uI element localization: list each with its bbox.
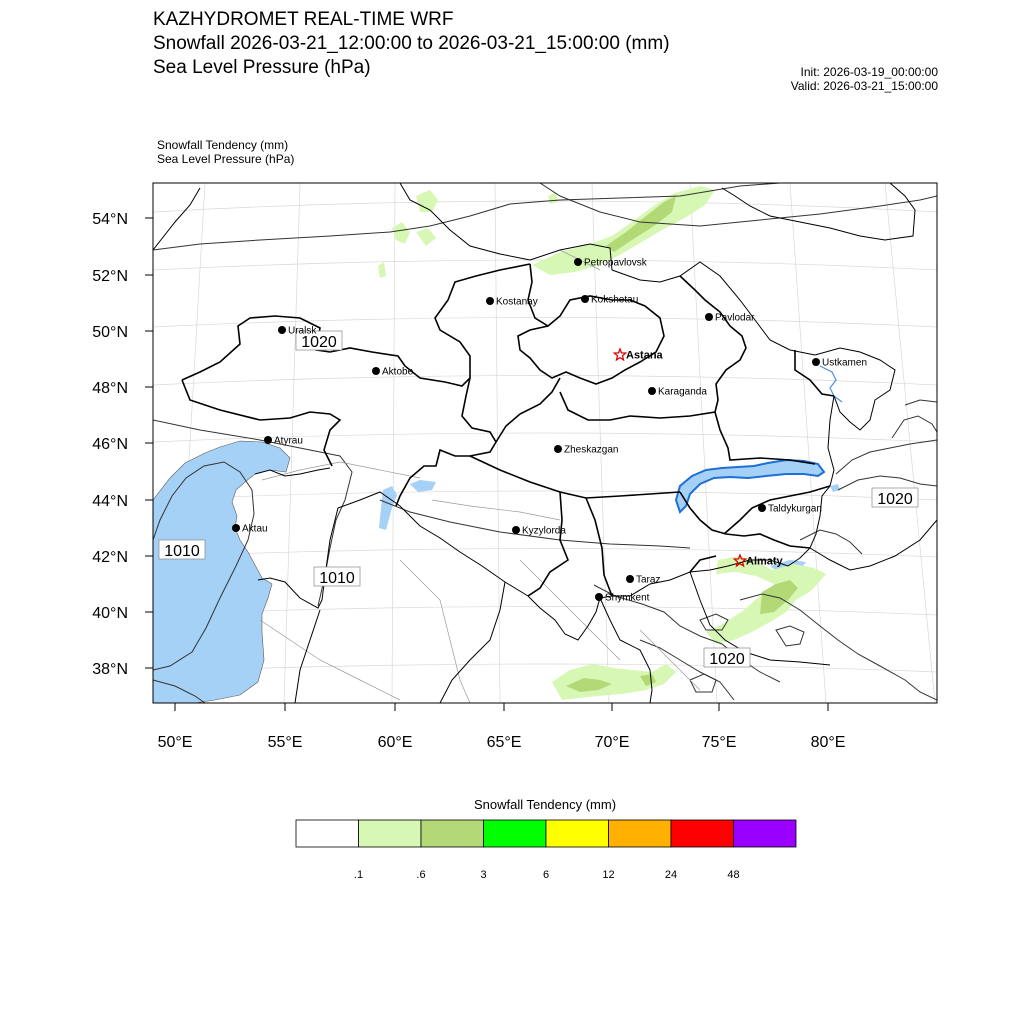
- lon-label: 70°E: [594, 734, 630, 751]
- city-kostanay: [486, 297, 538, 308]
- city-label: Atyrau: [274, 435, 303, 447]
- city-dot-icon: [705, 313, 713, 321]
- lat-label: 48°N: [92, 380, 128, 397]
- map-subtitle: Snowfall 2026-03-21_12:00:00 to 2026-03-21_15:00:00 (mm): [153, 33, 670, 54]
- colorbar-swatch: [671, 820, 734, 847]
- city-petropavlovsk: [574, 258, 648, 269]
- lon-labels: [158, 734, 846, 751]
- isobar-label: [159, 540, 205, 560]
- init-time: Init: 2026-03-19_00:00:00: [800, 65, 938, 79]
- capital-star-icon: [614, 349, 625, 360]
- lon-label: 50°E: [157, 734, 193, 751]
- colorbar-swatch: [296, 820, 359, 847]
- lat-label: 44°N: [92, 493, 128, 510]
- colorbar-tick-label: 3: [480, 869, 487, 881]
- city-ustkamen: [812, 358, 867, 369]
- city-label: Taraz: [636, 574, 661, 586]
- lat-label: 54°N: [92, 211, 128, 228]
- lat-label: 42°N: [92, 549, 128, 566]
- city-label: Aktau: [242, 523, 268, 535]
- colorbar: [296, 820, 796, 881]
- city-zheskazgan: [554, 445, 618, 456]
- city-dot-icon: [595, 593, 603, 601]
- city-taraz: [626, 575, 660, 586]
- lake-alakol: [830, 484, 840, 492]
- city-aktobe: [372, 367, 414, 378]
- city-dot-icon: [574, 258, 582, 266]
- city-dot-icon: [264, 436, 272, 444]
- city-label: Zheskazgan: [564, 444, 619, 456]
- field-label-snowfall: Snowfall Tendency (mm): [157, 138, 289, 152]
- colorbar-tick-label: 24: [664, 869, 678, 881]
- colorbar-swatch: [734, 820, 797, 847]
- city-label: Astana: [626, 349, 663, 362]
- city-label: Shymkent: [605, 592, 650, 604]
- lat-label: 52°N: [92, 268, 128, 285]
- city-dot-icon: [372, 367, 380, 375]
- city-dot-icon: [626, 575, 634, 583]
- city-label: Pavlodar: [715, 312, 755, 324]
- colorbar-tick-label: 12: [602, 869, 615, 881]
- city-karaganda: [648, 387, 707, 398]
- city-dot-icon: [758, 504, 766, 512]
- city-dot-icon: [278, 326, 286, 334]
- field-label-pressure: Sea Level Pressure (hPa): [157, 152, 295, 166]
- lon-label: 65°E: [486, 734, 522, 751]
- colorbar-swatch: [484, 820, 547, 847]
- city-dot-icon: [486, 297, 494, 305]
- lat-label: 50°N: [92, 324, 128, 341]
- lon-label: 75°E: [701, 734, 737, 751]
- city-shymkent: [595, 593, 650, 604]
- svg-text:1010: 1010: [319, 570, 355, 587]
- city-dot-icon: [581, 295, 589, 303]
- city-label: Kokshetau: [591, 294, 639, 306]
- valid-time: Valid: 2026-03-21_15:00:00: [790, 79, 938, 93]
- lon-label: 60°E: [377, 734, 413, 751]
- colorbar-tick-label: .6: [416, 869, 426, 881]
- city-label: Kyzylorda: [522, 525, 566, 537]
- city-dot-icon: [232, 524, 240, 532]
- svg-text:1020: 1020: [709, 651, 745, 668]
- city-dot-icon: [554, 445, 562, 453]
- city-dot-icon: [512, 526, 520, 534]
- city-label: Ustkamen: [822, 357, 868, 369]
- colorbar-swatch: [421, 820, 484, 847]
- city-uralsk: [278, 326, 317, 337]
- svg-text:1010: 1010: [164, 543, 200, 560]
- city-pavlodar: [705, 313, 755, 324]
- colorbar-swatch: [609, 820, 672, 847]
- city-label: Aktobe: [382, 366, 414, 378]
- city-label: Petropavlovsk: [584, 257, 647, 269]
- city-dot-icon: [648, 387, 656, 395]
- city-dot-icon: [812, 358, 820, 366]
- lat-label: 40°N: [92, 605, 128, 622]
- svg-text:1020: 1020: [877, 491, 913, 508]
- irtysh-river: [820, 366, 842, 402]
- colorbar-tick-label: 6: [542, 869, 550, 881]
- city-label: Taldykurgan: [768, 503, 822, 515]
- colorbar-tick-label: 48: [727, 869, 740, 881]
- colorbar-swatch: [359, 820, 422, 847]
- map-subtitle-2: Sea Level Pressure (hPa): [153, 57, 371, 78]
- map-title: KAZHYDROMET REAL-TIME WRF: [153, 9, 454, 30]
- isobar-labels: [159, 331, 918, 668]
- svg-text:1020: 1020: [301, 334, 337, 351]
- lat-label: 46°N: [92, 436, 128, 453]
- city-astana: [614, 349, 663, 362]
- city-label: Almaty: [746, 555, 783, 568]
- lat-labels: [92, 211, 128, 678]
- aral-sea-north: [410, 480, 436, 492]
- city-label: Uralsk: [288, 325, 317, 337]
- city-label: Kostanay: [496, 296, 538, 308]
- lat-label: 38°N: [92, 661, 128, 678]
- colorbar-tick-label: .1: [353, 869, 364, 881]
- city-label: Karaganda: [658, 386, 707, 398]
- lon-label: 80°E: [810, 734, 846, 751]
- isobar-label: [704, 648, 750, 668]
- colorbar-swatch: [546, 820, 609, 847]
- isobar-label: [314, 567, 360, 587]
- city-taldykurgan: [758, 504, 822, 515]
- colorbar-title: Snowfall Tendency (mm): [473, 797, 617, 812]
- isobar-label: [872, 488, 918, 508]
- lon-label: 55°E: [267, 734, 303, 751]
